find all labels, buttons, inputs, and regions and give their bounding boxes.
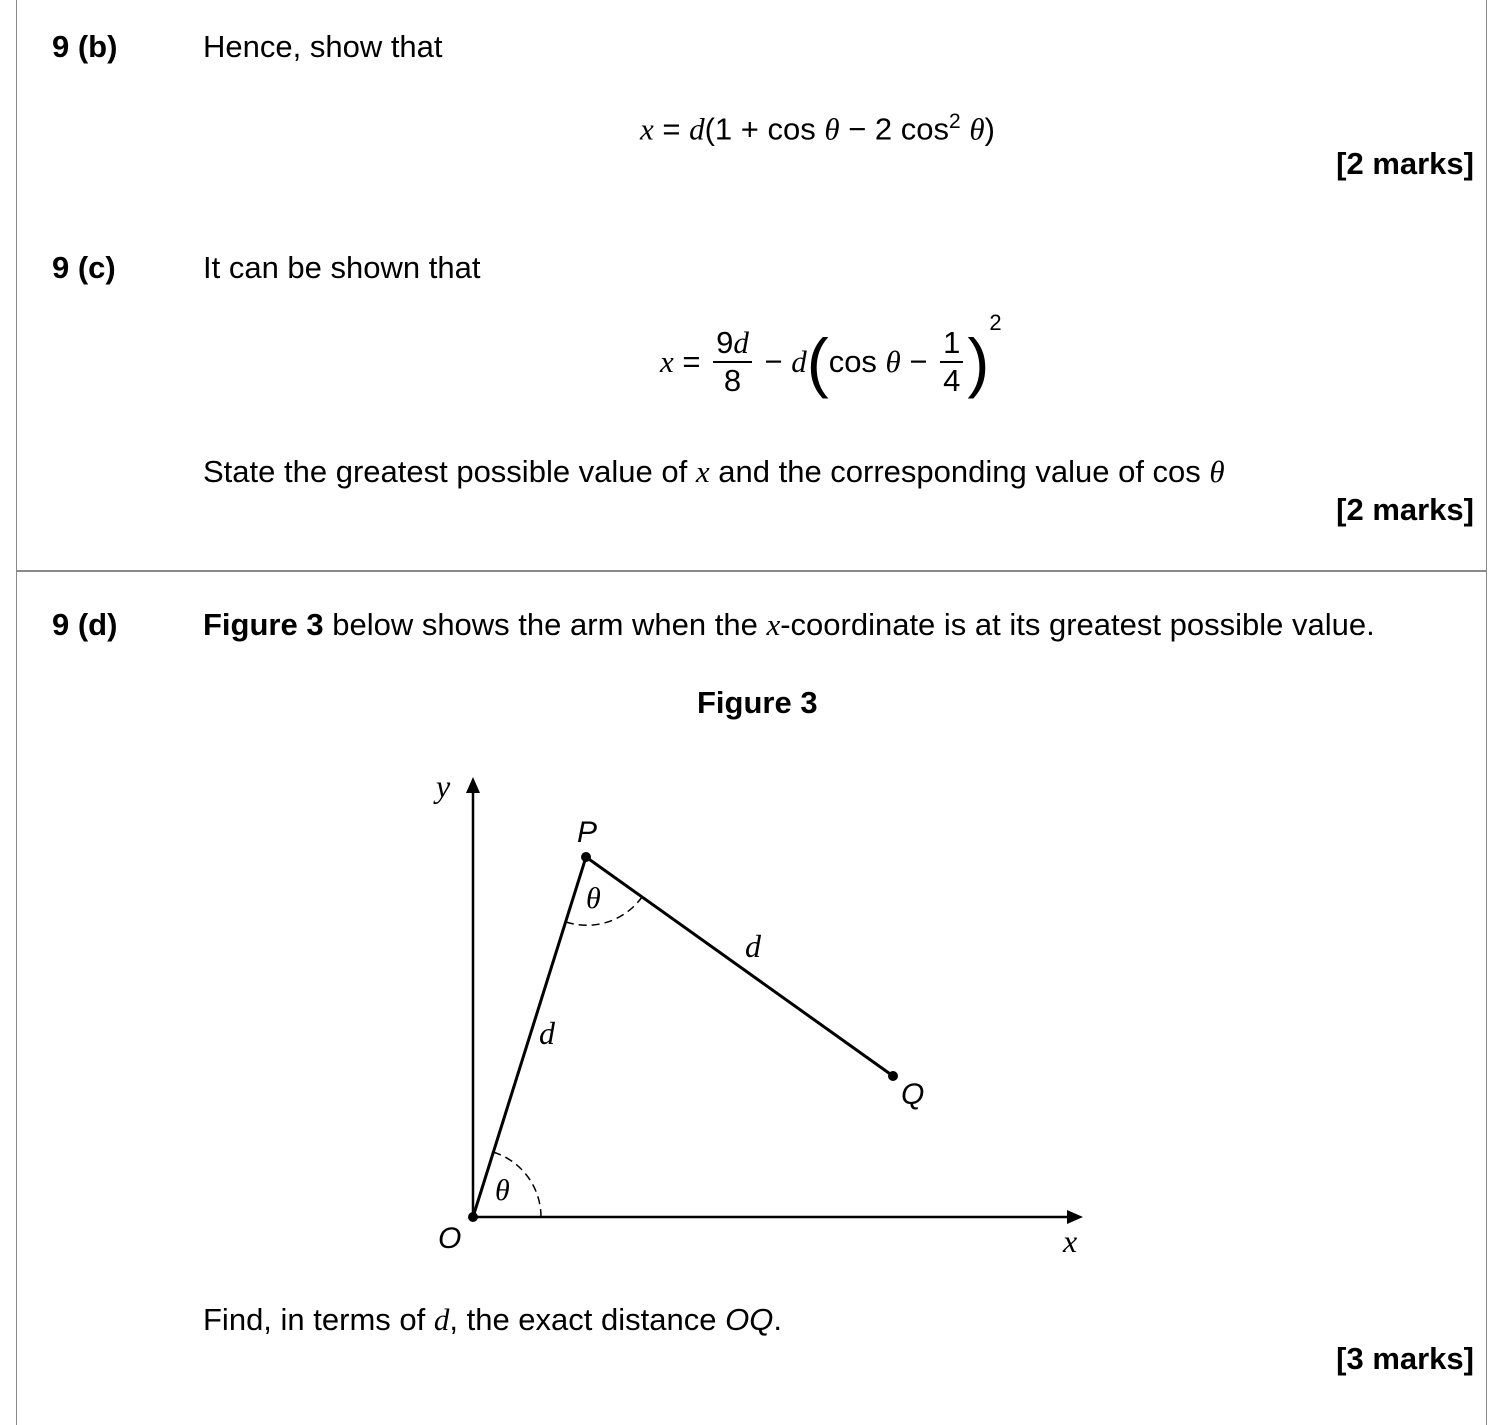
- eq-var-d: d: [689, 111, 705, 147]
- eq-exponent: 2: [949, 110, 961, 133]
- part-d-question: [203, 1302, 782, 1338]
- part-b-intro: Hence, show that: [203, 29, 443, 64]
- point-q-label: Q: [901, 1078, 925, 1111]
- question-var-x: x: [695, 454, 710, 489]
- question-var-d: d: [433, 1302, 450, 1337]
- x-axis-arrow: [1067, 1210, 1083, 1224]
- eq-var-x: x: [660, 344, 674, 379]
- angle-label-bottom: θ: [495, 1174, 510, 1207]
- part-b-marks: [2 marks]: [1336, 146, 1474, 181]
- figure-title: Figure 3: [697, 685, 818, 720]
- angle-label-top: θ: [586, 882, 601, 915]
- frac-num: 1: [940, 325, 963, 363]
- eq-equals: =: [653, 111, 690, 147]
- eq-theta: θ: [824, 111, 840, 147]
- eq-minus: −: [900, 344, 937, 379]
- y-axis-label: y: [436, 768, 451, 804]
- part-b-label: 9 (b): [52, 29, 118, 64]
- part-d-label: 9 (d): [52, 607, 118, 642]
- question-theta: θ: [1209, 454, 1225, 489]
- eq-theta: θ: [885, 344, 901, 379]
- question-text: State the greatest possible value of: [203, 454, 696, 489]
- eq-right-paren: ): [967, 325, 990, 399]
- point-q-dot: [888, 1071, 898, 1081]
- side-pq-label: d: [745, 928, 761, 964]
- eq-cos: cos: [828, 344, 886, 379]
- part-c-intro: It can be shown that: [203, 250, 481, 285]
- eq-theta: θ: [969, 111, 985, 147]
- frac-num-d: d: [733, 325, 749, 360]
- point-p-label: P: [577, 816, 598, 849]
- eq-paren-open: (1 + cos: [704, 111, 825, 147]
- question-text: , the exact distance: [449, 1302, 726, 1337]
- segment-op: [473, 857, 586, 1217]
- eq-var-d: d: [791, 344, 807, 379]
- side-op-label: d: [539, 1015, 555, 1051]
- intro-text: below shows the arm when the: [323, 607, 767, 642]
- question-text: Find, in terms of: [203, 1302, 434, 1337]
- eq-minus-term: − 2 cos: [839, 111, 950, 147]
- eq-equals: =: [673, 344, 710, 379]
- eq-var-x: x: [640, 111, 654, 147]
- point-o-label: O: [438, 1222, 462, 1255]
- frac-den: 4: [943, 363, 961, 398]
- y-axis-arrow: [466, 777, 480, 793]
- intro-text: -coordinate is at its greatest possible value.: [780, 607, 1375, 642]
- eq-left-paren: (: [806, 325, 829, 399]
- eq-minus: −: [755, 344, 792, 379]
- question-oq: OQ: [725, 1302, 774, 1337]
- intro-var-x: x: [766, 607, 781, 642]
- point-o-dot: [468, 1212, 478, 1222]
- point-p-dot: [581, 852, 591, 862]
- part-c-label: 9 (c): [52, 250, 116, 285]
- frac-num-digit: 9: [716, 325, 734, 360]
- eq-paren-close: ): [984, 111, 995, 147]
- question-text: and the corresponding value of cos: [709, 454, 1210, 489]
- eq-exponent: 2: [989, 310, 1002, 336]
- angle-arc-top: [566, 897, 642, 925]
- figure-reference: Figure 3: [203, 607, 324, 642]
- segment-pq: [586, 857, 893, 1076]
- part-c-marks: [2 marks]: [1336, 492, 1474, 527]
- part-d-marks: [3 marks]: [1336, 1341, 1474, 1376]
- question-period: .: [773, 1302, 782, 1337]
- x-axis-label: x: [1063, 1223, 1078, 1259]
- frac-den: 8: [723, 363, 742, 398]
